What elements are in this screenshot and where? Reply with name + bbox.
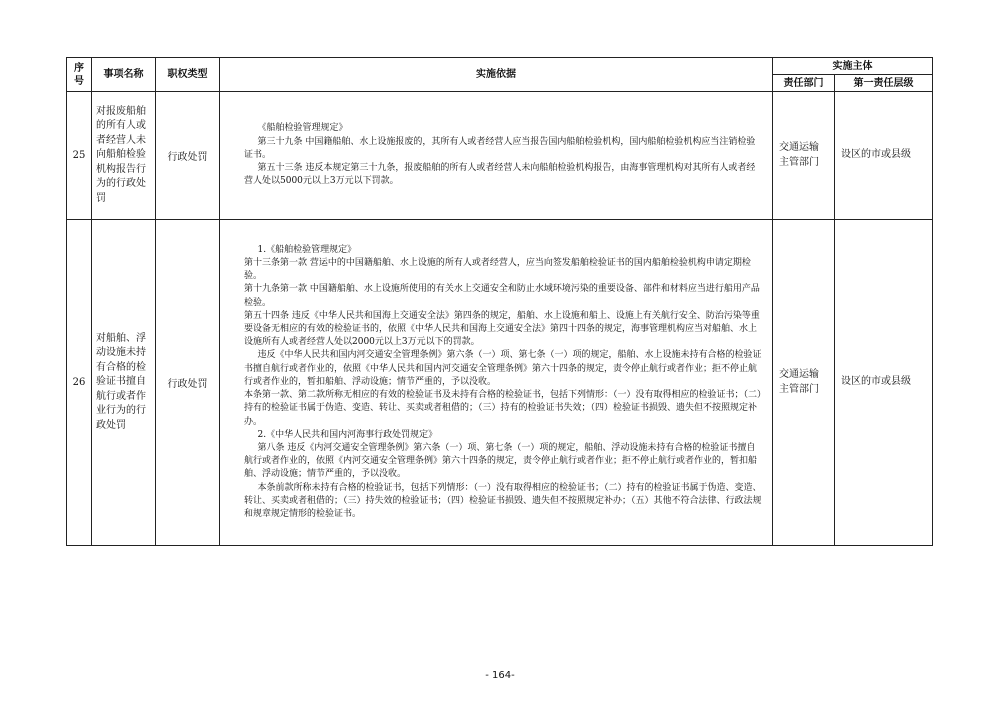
row-power-type: 行政处罚 <box>156 92 220 220</box>
row-power-type: 行政处罚 <box>156 220 220 546</box>
page-number: - 164- <box>485 670 515 681</box>
basis-paragraph: 第五十四条 违反《中华人民共和国海上交通安全法》第四条的规定，船舶、水上设施和船上、设施上有关航行安全、防治污染等重要设备无相应的有效的检验证书的，依照《中华人民共和国海上交通安全法》第四十四条的规定，海事管理机构应当对船舶、水上设施所有人或者经营人处以2000元以上3万元以下的罚款。 <box>244 310 760 348</box>
basis-paragraph: 本条前款所称未持有合格的检验证书，包括下列情形：（一）没有取得相应的检验证书；（二）持有的检验证书属于伪造、变造、转让、买卖或者租借的；（三）持失效的检验证书；（四）检验证书损毁、遗失但不按照规定补办；（五）其他不符合法律、行政法规和规章规定情形的检验证书。 <box>244 482 762 519</box>
basis-paragraph: 第三十九条 中国籍船舶、水上设施报废的，其所有人或者经营人应当报告国内船舶检验机构，国内船舶检验机构应当注销检验证书。 <box>244 136 756 160</box>
row-level: 设区的市或县级 <box>835 92 933 220</box>
basis-paragraph: 违反《中华人民共和国内河交通安全管理条例》第六条（一）项、第七条（一）项的规定，船舶、水上设施未持有合格的检验证书擅自航行或者作业的，依照《中华人民共和国内河交通安全管理条例》第六十四条的规定，责令停止航行或者作业；拒不停止航行或者作业的，暂扣船舶、浮动设施；情节严重的，予以没收。 <box>244 350 762 387</box>
row-item-name: 对报废船舶的所有人或者经营人未向船舶检验机构报告行为的行政处罚 <box>92 92 156 220</box>
header-seq: 序号 <box>67 58 92 92</box>
basis-paragraph: 2.《中华人民共和国内河海事行政处罚规定》 <box>257 429 438 440</box>
basis-paragraph: 《船舶检验管理规定》 <box>257 123 348 134</box>
table-row <box>67 220 933 546</box>
row-basis <box>220 92 773 220</box>
header-subject: 实施主体 <box>773 58 933 75</box>
basis-paragraph: 1.《船舶检验管理规定》 <box>257 244 357 255</box>
basis-paragraph: 本条第一款、第二款所称无相应的有效的检验证书及未持有合格的检验证书，包括下列情形：（一）没有取得相应的检验证书；（二）持有的检验证书属于伪造、变造、转让、买卖或者租借的；（三）持有的检验证书失效；（四）检验证书损毁、遗失但不按照规定补办。 <box>244 390 762 427</box>
row-seq: 25 <box>67 92 92 220</box>
header-item-name: 事项名称 <box>92 58 156 92</box>
row-item-name: 对船舶、浮动设施未持有合格的检验证书擅自航行或者作业行为的行政处罚 <box>92 220 156 546</box>
row-level: 设区的市或县级 <box>835 220 933 546</box>
row-seq: 26 <box>67 220 92 546</box>
header-level: 第一责任层级 <box>835 75 933 92</box>
basis-paragraph: 第十三条第一款 营运中的中国籍船舶、水上设施的所有人或者经营人，应当向签发船舶检验证书的国内船舶检验机构申请定期检验。 <box>244 258 751 282</box>
basis-paragraph: 第五十三条 违反本规定第三十九条，报废船舶的所有人或者经营人未向船舶检验机构报告，由海事管理机构对其所有人或者经营人处以5000元以上3万元以下罚款。 <box>244 163 756 187</box>
row-dept: 交通运输主管部门 <box>773 92 835 220</box>
basis-paragraph: 第八条 违反《内河交通安全管理条例》第六条（一）项、第七条（一）项的规定，船舶、浮动设施未持有合格的检验证书擅自航行或者作业的，依照《内河交通安全管理条例》第六十四条的规定，责令停止航行或者作业；拒不停止航行或者作业的，暂扣船舶、浮动设施；情节严重的，予以没收。 <box>244 442 758 480</box>
row-basis <box>220 220 773 546</box>
header-dept: 责任部门 <box>773 75 835 92</box>
table-row <box>67 92 933 220</box>
header-power-type: 职权类型 <box>156 58 220 92</box>
header-basis: 实施依据 <box>220 58 773 92</box>
basis-paragraph: 第十九条第一款 中国籍船舶、水上设施所使用的有关水上交通安全和防止水域环境污染的重要设备、部件和材料应当进行船用产品检验。 <box>244 284 760 308</box>
row-dept: 交通运输主管部门 <box>773 220 835 546</box>
enforcement-items-table <box>66 57 933 546</box>
